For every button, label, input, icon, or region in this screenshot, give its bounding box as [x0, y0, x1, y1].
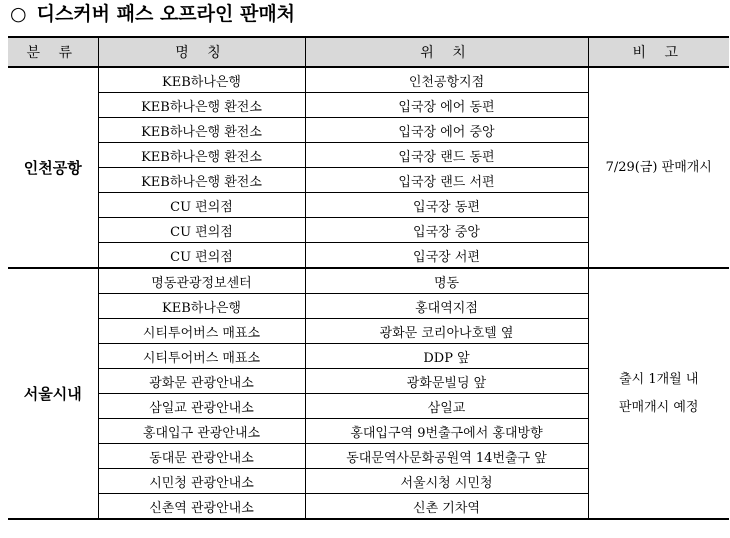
vendor-name-cell: 명동관광정보센터 — [98, 268, 305, 294]
vendor-location-cell: 광화문빌딩 앞 — [305, 369, 588, 394]
vendor-name-cell: 시티투어버스 매표소 — [98, 344, 305, 369]
category-cell: 인천공항 — [8, 67, 98, 268]
vendor-name-cell: KEB하나은행 환전소 — [98, 93, 305, 118]
circle-bullet-icon: ○ — [10, 3, 27, 25]
vendor-location-cell: 입국장 에어 동편 — [305, 93, 588, 118]
vendor-location-cell: 입국장 에어 중앙 — [305, 118, 588, 143]
vendor-location-cell: 서울시청 시민청 — [305, 469, 588, 494]
vendor-location-cell: 입국장 서편 — [305, 243, 588, 269]
vendor-location-cell: 입국장 동편 — [305, 193, 588, 218]
vendor-location-cell: 홍대역지점 — [305, 294, 588, 319]
vendor-location-cell: 인천공항지점 — [305, 67, 588, 93]
vendor-name-cell: CU 편의점 — [98, 193, 305, 218]
vendor-location-cell: 입국장 랜드 동편 — [305, 143, 588, 168]
header-note: 비 고 — [588, 37, 729, 67]
vendor-name-cell: 신촌역 관광안내소 — [98, 494, 305, 520]
header-category: 분 류 — [8, 37, 98, 67]
note-line: 판매개시 예정 — [619, 399, 699, 415]
vendor-name-cell: KEB하나은행 환전소 — [98, 118, 305, 143]
vendor-name-cell: CU 편의점 — [98, 243, 305, 269]
vendor-name-cell: 홍대입구 관광안내소 — [98, 419, 305, 444]
vendor-location-cell: 광화문 코리아나호텔 옆 — [305, 319, 588, 344]
vendor-name-cell: KEB하나은행 — [98, 294, 305, 319]
header-name: 명 칭 — [98, 37, 305, 67]
page-title — [10, 0, 295, 30]
page-title-text: 디스커버 패스 오프라인 판매처 — [36, 3, 296, 25]
vendor-name-cell: KEB하나은행 환전소 — [98, 168, 305, 193]
header-location: 위 치 — [305, 37, 588, 67]
vendor-name-cell: 동대문 관광안내소 — [98, 444, 305, 469]
vendor-name-cell: 시민청 관광안내소 — [98, 469, 305, 494]
vendor-name-cell: KEB하나은행 — [98, 67, 305, 93]
note-cell — [588, 67, 729, 268]
vendor-location-cell: 신촌 기차역 — [305, 494, 588, 520]
vendor-location-cell: 삼일교 — [305, 394, 588, 419]
vendor-location-cell: 동대문역사문화공원역 14번출구 앞 — [305, 444, 588, 469]
vendor-location-cell: 명동 — [305, 268, 588, 294]
vendor-location-cell: 입국장 중앙 — [305, 218, 588, 243]
table-body — [8, 67, 729, 519]
vendor-location-cell: DDP 앞 — [305, 344, 588, 369]
vendor-location-cell: 홍대입구역 9번출구에서 홍대방향 — [305, 419, 588, 444]
vendor-name-cell: KEB하나은행 환전소 — [98, 143, 305, 168]
vendor-name-cell: 시티투어버스 매표소 — [98, 319, 305, 344]
note-line: 출시 1개월 내 — [619, 371, 699, 387]
table-row — [8, 67, 729, 93]
vendor-location-cell: 입국장 랜드 서편 — [305, 168, 588, 193]
category-cell: 서울시내 — [8, 268, 98, 519]
vendor-table — [8, 36, 729, 520]
vendor-name-cell: CU 편의점 — [98, 218, 305, 243]
vendor-name-cell: 삼일교 관광안내소 — [98, 394, 305, 419]
note-cell — [588, 268, 729, 519]
note-line: 7/29(금) 판매개시 — [605, 159, 712, 175]
table-row — [8, 268, 729, 294]
table-header-row — [8, 37, 729, 67]
vendor-name-cell: 광화문 관광안내소 — [98, 369, 305, 394]
